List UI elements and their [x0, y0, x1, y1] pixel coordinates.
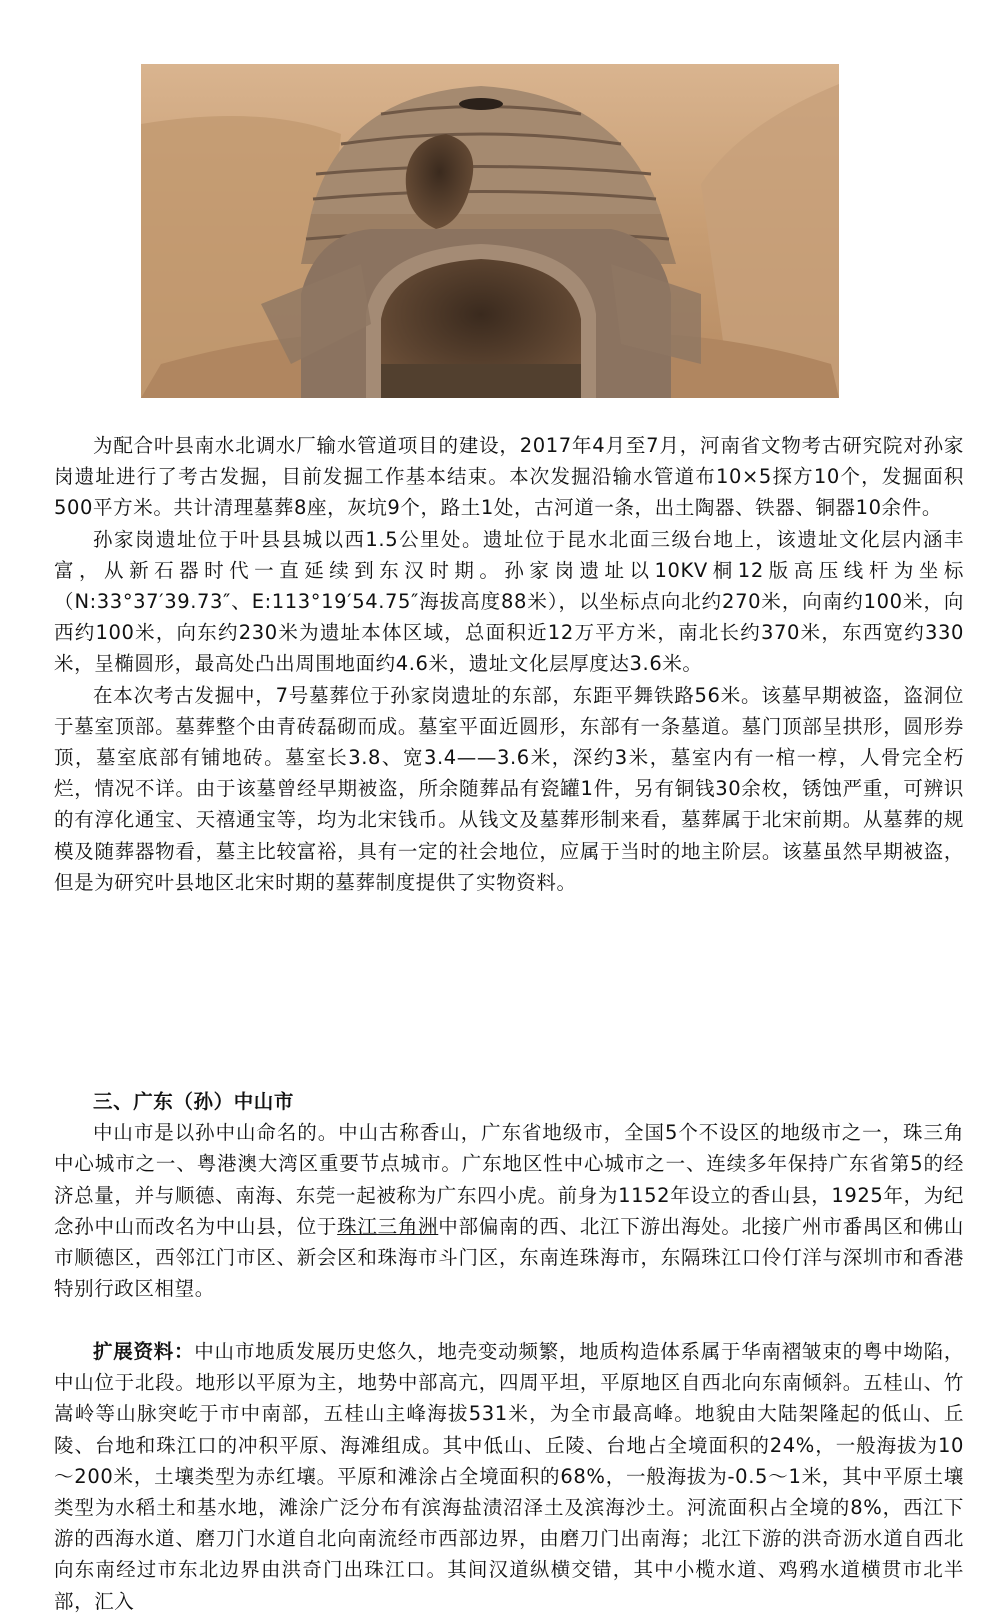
extended-label: 扩展资料： [93, 1340, 195, 1363]
excavated-brick-tomb-photo [141, 64, 839, 398]
tomb-photo [141, 64, 839, 398]
paragraph-site-location: 孙家岗遗址位于叶县县城以西1.5公里处。遗址位于昆水北面三级台地上，该遗址文化层内涵丰富，从新石器时代一直延续到东汉时期。孙家岗遗址以10KV桐12版高压线杆为坐标（N:33°37′39.73″、E:113°19′54.75″海拔高度88米），以坐标点向北约270米，向南约100米，向西约100米，向东约230米为遗址本体区域，总面积近12万平方米，南北长约370米，东西宽约330米，呈椭圆形，最高处凸出周围地面约4.6米，遗址文化层厚度达3.6米。 [54, 527, 964, 676]
zhongshan-text-before-link: 中山市是以孙中山命名的。中山古称香山，广东省地级市，全国5个不设区的地级市之一，珠三角中心城市之一、粤港澳大湾区重要节点城市。广东地区性中心城市之一、连续多年保持广东省第5的经济总量，并与顺德、南海、东莞一起被称为广东四小虎。前身为1152年设立的香山县，1925年，为纪念孙中山而改名为中山县，位于 [54, 1121, 964, 1238]
zhongshan-text-after-link: 中部偏南的西、北江下游出海处。北接广州市番禺区和佛山市顺德区，西邻江门市区、新会区和珠海市斗门区，东南连珠海市，东隔珠江口伶仃洋与深圳市和香港特别行政区相望。 [54, 1214, 964, 1301]
pearl-river-delta-link[interactable]: 珠江三角洲 [337, 1214, 439, 1238]
extended-text: 中山市地质发展历史悠久，地壳变动频繁，地质构造体系属于华南褶皱束的粤中坳陷，中山位于北段。地形以平原为主，地势中部高亢，四周平坦，平原地区自西北向东南倾斜。五桂山、竹嵩岭等山脉突屹于市中南部，五桂山主峰海拔531米，为全市最高峰。地貌由大陆架隆起的低山、丘陵、台地和珠江口的冲积平原、海滩组成。其中低山、丘陵、台地占全境面积的24%，一般海拔为10～200米，土壤类型为赤红壤。平原和滩涂占全境面积的68%，一般海拔为-0.5～1米，其中平原土壤类型为水稻土和基水地，滩涂广泛分布有滨海盐渍沼泽土及滨海沙土。河流面积占全境的8%，西江下游的西海水道、磨刀门水道自北向南流经市西部边界，由磨刀门出南海；北江下游的洪奇沥水道自西北向东南经过市东北边界由洪奇门出珠江口。其间汉道纵横交错，其中小榄水道、鸡鸦水道横贯市北半部，汇入 [54, 1340, 964, 1613]
zhongshan-section [54, 1086, 964, 1304]
paragraph-extended [54, 1336, 964, 1617]
paragraph-tomb-7: 在本次考古发掘中，7号墓葬位于孙家岗遗址的东部，东距平舞铁路56米。该墓早期被盗，盗洞位于墓室顶部。墓葬整个由青砖磊砌而成。墓室平面近圆形，东部有一条墓道。墓门顶部呈拱形，圆形券顶，墓室底部有铺地砖。墓室长3.8、宽3.4——3.6米，深约3米，墓室内有一棺一椁，人骨完全朽烂，情况不详。由于该墓曾经早期被盗，所余随葬品有瓷罐1件，另有铜钱30余枚，锈蚀严重，可辨识的有淳化通宝、天禧通宝等，均为北宋钱币。从钱文及墓葬形制来看，墓葬属于北宋前期。从墓葬的规模及随葬器物看，墓主比较富裕，具有一定的社会地位，应属于当时的地主阶层。该墓虽然早期被盗，但是为研究叶县地区北宋时期的墓葬制度提供了实物资料。 [54, 683, 964, 894]
paragraph-excavation-intro: 为配合叶县南水北调水厂输水管道项目的建设，2017年4月至7月，河南省文物考古研究院对孙家岗遗址进行了考古发掘，目前发掘工作基本结束。本次发掘沿输水管道布10×5探方10个，发掘面积500平方米。共计清理墓葬8座，灰坑9个，路土1处，古河道一条，出土陶器、铁器、铜器10余件。 [54, 434, 964, 520]
site-section [54, 430, 964, 898]
extended-section [54, 1336, 964, 1617]
section-heading: 三、广东（孙）中山市 [93, 1090, 295, 1113]
paragraph-zhongshan [54, 1117, 964, 1304]
